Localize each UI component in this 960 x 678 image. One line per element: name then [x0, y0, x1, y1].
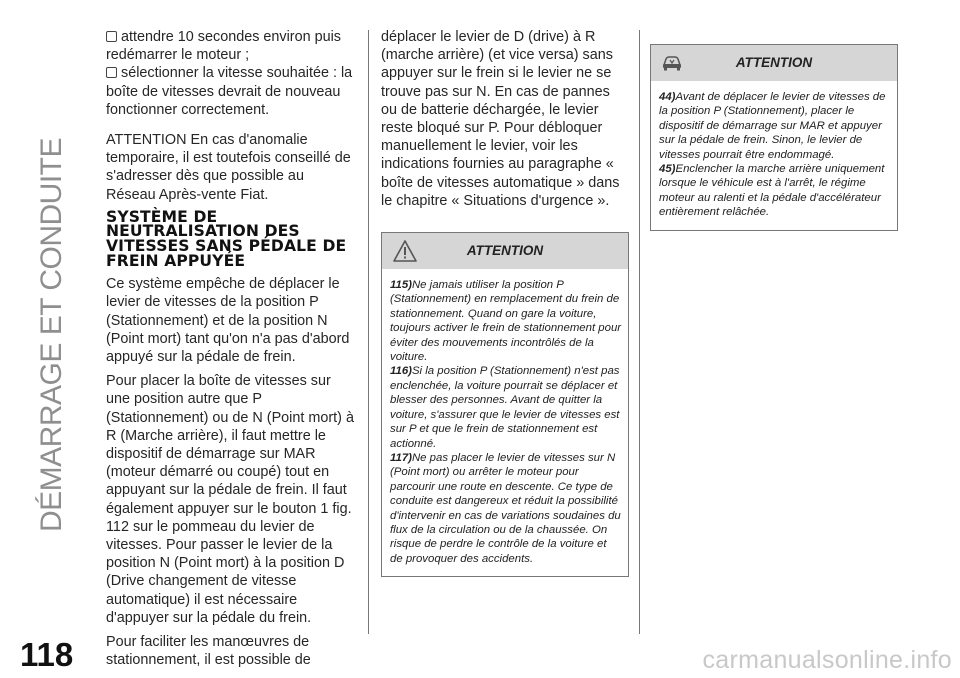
- column-divider: [368, 30, 369, 634]
- warning-header: [651, 45, 897, 81]
- warning-item: 117)Ne pas placer le levier de vitesses sur N (Point mort) ou arrêter le moteur pour parcourir une route en descente. Ce type de conduite est dangereux et réduit la possibilité d'intervenir en cas de variations soudaines du flux de la circulation ou de la chaussée. On risque de perdre le contrôle de la voiture et de provoquer des accidents.: [390, 451, 621, 565]
- warning-title: ATTENTION: [735, 55, 813, 70]
- warning-item: 116)Si la position P (Stationnement) n'est pas enclenchée, la voiture pourrait se déplacer et blesser des personnes. Avant de quitter la voiture, s'assurer que le levier de vitesses est sur P et que le frein de stationnement est actionné.: [390, 365, 620, 450]
- warning-body: [651, 81, 897, 230]
- body-paragraph: Pour placer la boîte de vitesses sur une position autre que P (Stationnement) ou de N (Point mort) à R (Marche arrière), il faut mettre le dispositif de démarrage sur MAR (moteur démarré ou coupé) tout en appuyant sur la pédale de frein. Il faut également appuyer sur le bouton 1 fig. 112 sur le pommeau du levier de vitesses. Pour passer le levier de la position N (Point mort) à la position D (Drive changement de vitesse automatique) il est nécessaire d'appuyer sur la pédale du frein.: [106, 373, 354, 626]
- warning-body: [382, 269, 628, 576]
- column-2: [381, 28, 629, 577]
- warning-item: 44)Avant de déplacer le levier de vitesses de la position P (Stationnement), placer le dispositif de démarrage sur MAR et appuyer sur la pédale de frein. Sinon, le levier de vitesses pourrait être endommagé.: [659, 91, 886, 161]
- page-number: 118: [20, 636, 74, 673]
- column-divider: [639, 30, 640, 634]
- checkbox-square-icon: [106, 31, 117, 42]
- watermark: carmanualsonline.info: [702, 646, 952, 674]
- warning-title: ATTENTION: [466, 243, 544, 259]
- column-3: [650, 44, 898, 231]
- bullet-item: attendre 10 secondes environ puis redémarrer le moteur ;: [106, 29, 342, 64]
- body-paragraph: déplacer le levier de D (drive) à R (marche arrière) (et vice versa) sans appuyer sur le frein si le levier ne se trouve pas sur N. En cas de pannes ou de batterie déchargée, le levier reste bloqué sur P. Pour débloquer manuellement le levier, voir les indications fournies au paragraphe « boîte de vitesses automatique » dans le chapitre « Situations d'urgence ».: [381, 29, 620, 209]
- warning-item: 45)Enclencher la marche arrière uniquement lorsque le véhicule est à l'arrêt, le régime moteur au ralenti et la pédale d'accélérateur entièrement relâchée.: [659, 163, 885, 219]
- warning-header: [382, 233, 628, 269]
- body-paragraph: Pour faciliter les manœuvres de stationnement, il est possible de: [106, 634, 311, 669]
- section-side-title: DÉMARRAGE ET CONDUITE: [35, 138, 68, 532]
- warning-item: 115)Ne jamais utiliser la position P (Stationnement) en remplacement du frein de stationnement. Quand on gare la voiture, toujours activer le frein de stationnement pour éviter des mouvements incontrôlés de la voiture.: [390, 279, 622, 364]
- checkbox-square-icon: [106, 67, 117, 78]
- warning-box: [650, 44, 898, 231]
- attention-paragraph: ATTENTION En cas d'anomalie temporaire, il est toutefois conseillé de s'adresser dès que possible au Réseau Après-vente Fiat.: [106, 132, 351, 203]
- column-1: [106, 28, 356, 675]
- warning-box: [381, 232, 629, 577]
- body-paragraph: Ce système empêche de déplacer le levier de vitesses de la position P (Stationnement) et de la position N (Point mort) tant qu'on n'a pas d'abord appuyé sur la pédale de frein.: [106, 276, 350, 366]
- section-heading: SYSTÈME DE NEUTRALISATION DES VITESSES SANS PÉDALE DE FREIN APPUYÉE: [106, 207, 347, 270]
- bullet-item: sélectionner la vitesse souhaitée : la boîte de vitesses devrait de nouveau fonctionner correctement.: [106, 65, 353, 118]
